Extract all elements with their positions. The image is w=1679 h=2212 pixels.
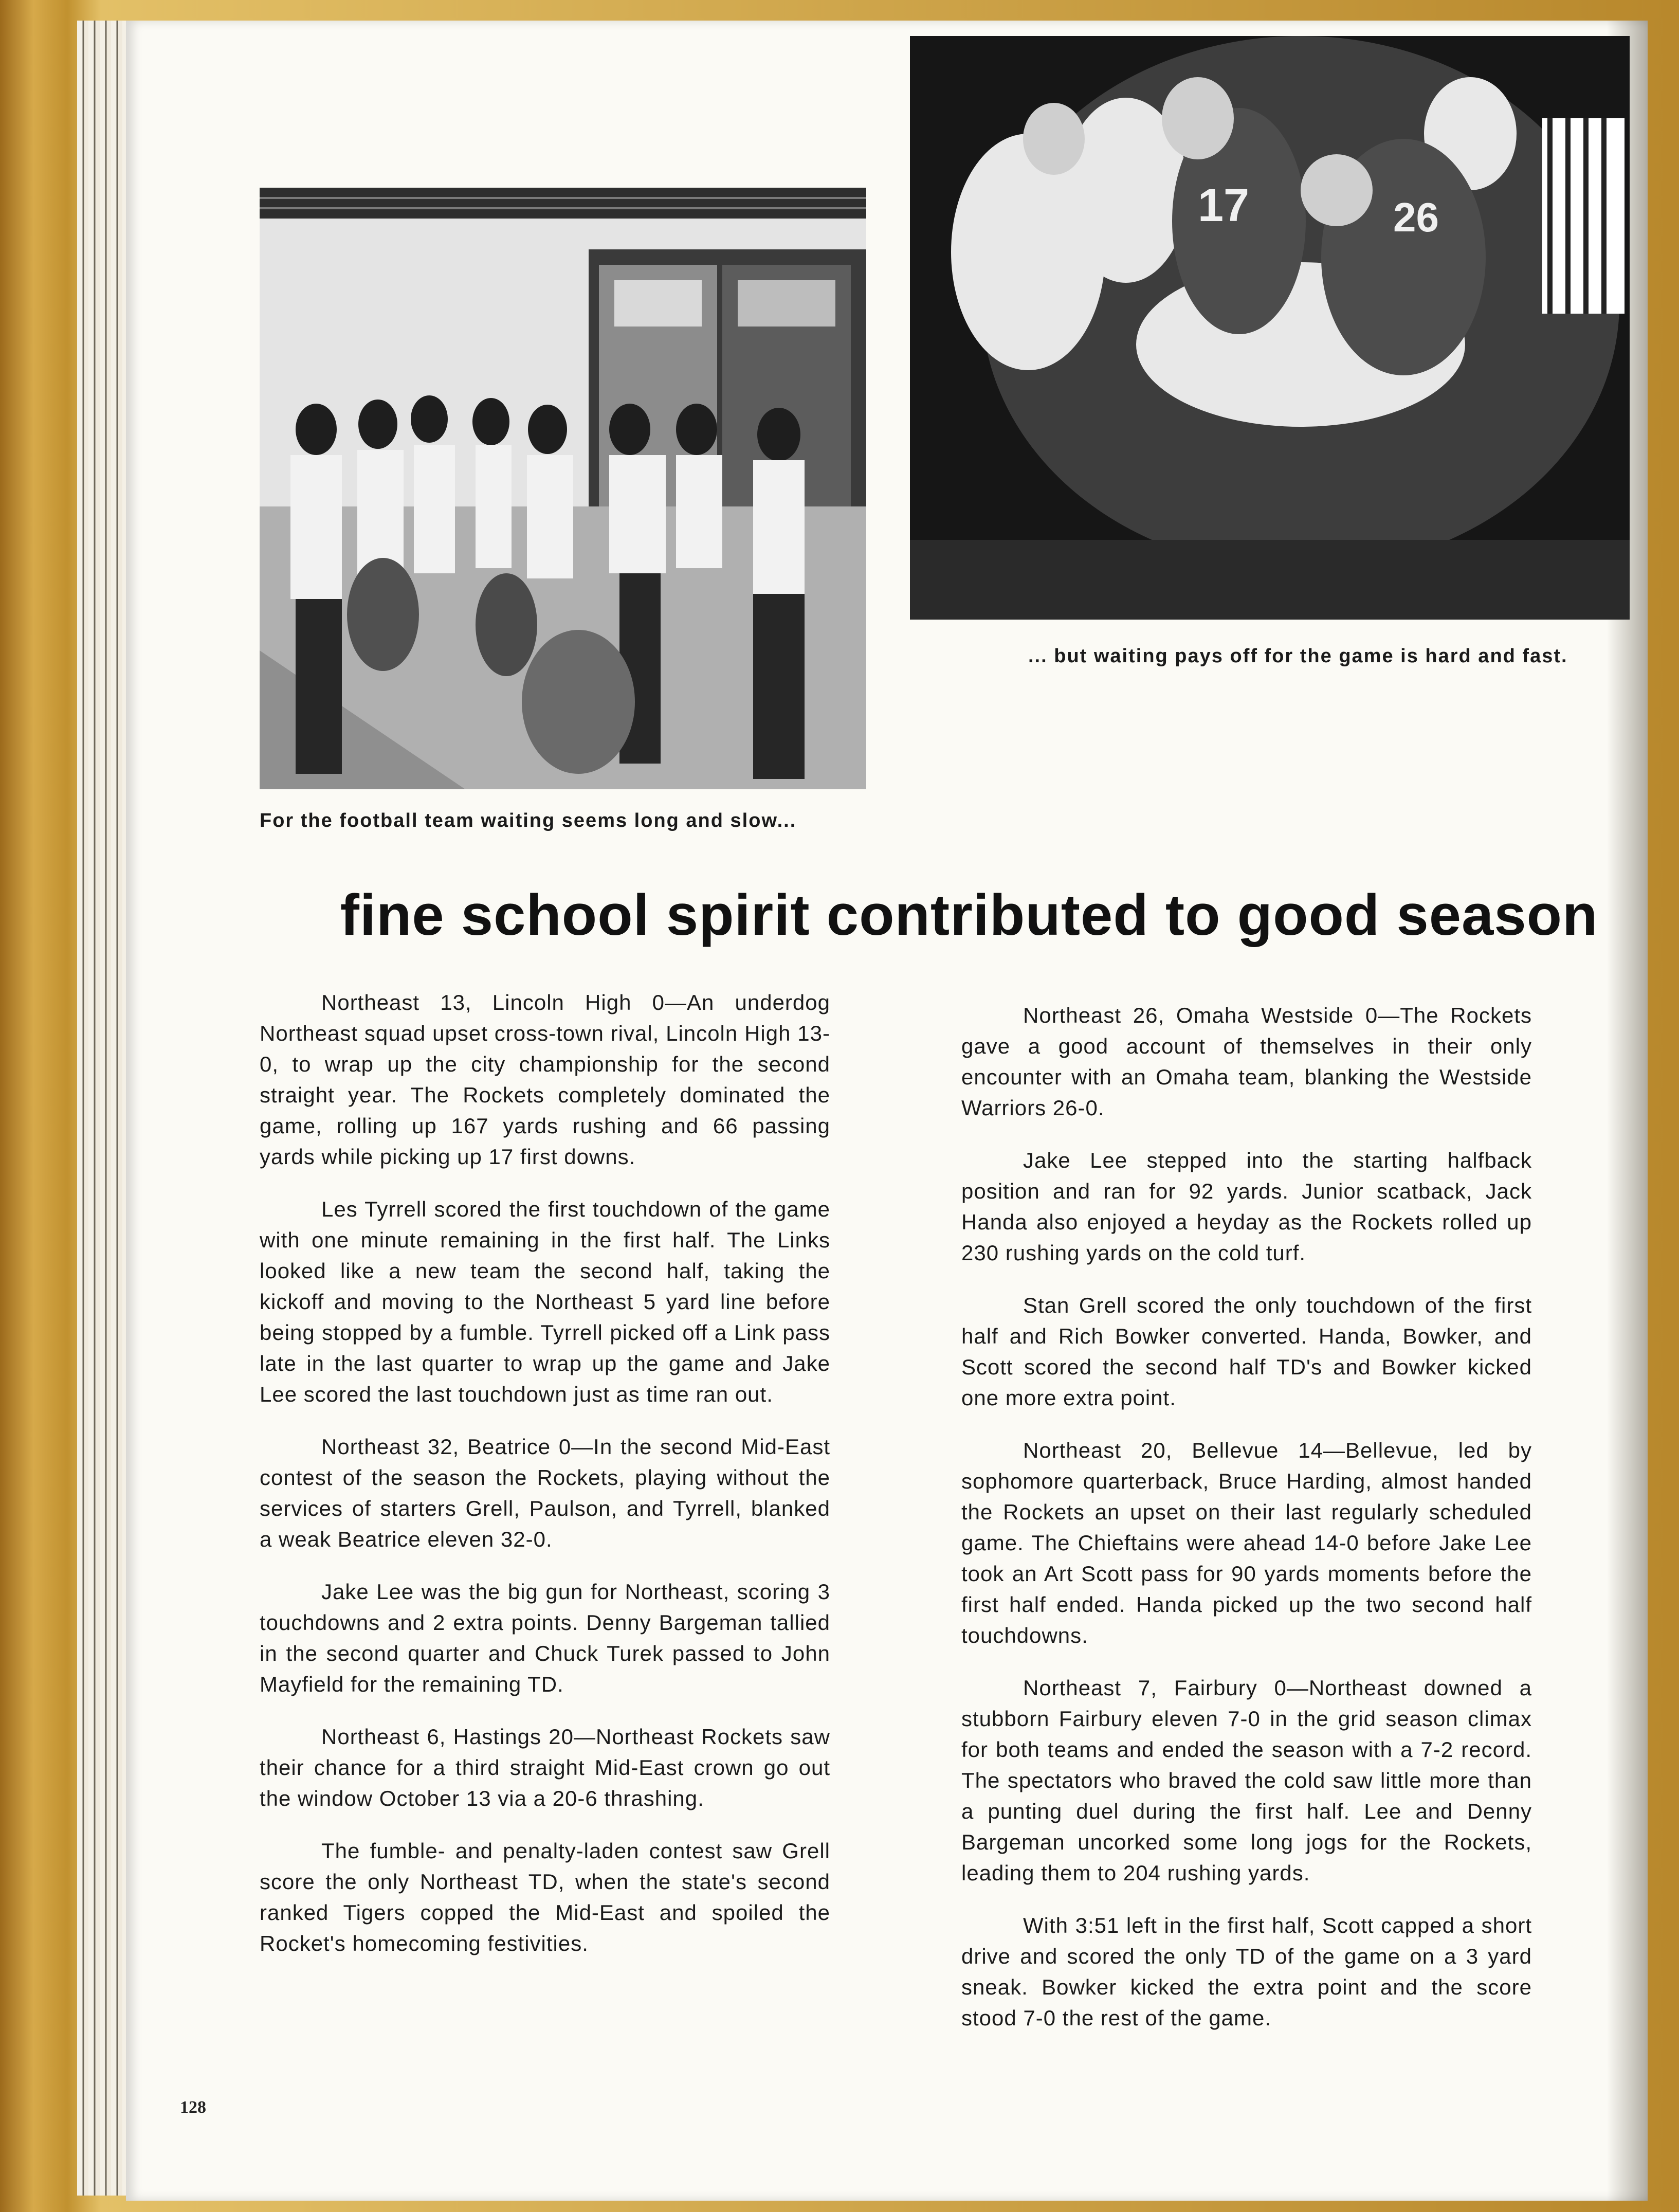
paragraph: Stan Grell scored the only touchdown of the first half and Rich Bowker converted. Handa, Bowker, and Scott scored the second half TD's and Bowker kicked one more extra point. [961, 1293, 1532, 1410]
jersey-number-17: 17 [1198, 180, 1250, 231]
team-photo-illustration [260, 188, 866, 789]
paragraph: Les Tyrrell scored the first touchdown of the game with one minute remaining in the first half. The Links looked like a new team the second half, taking the kickoff and moving to the Northeast 5 yard line before being stopped by a fumble. Tyrrell picked off a Link pass late in the last quarter to wrap up the game and Jake Lee scored the last touchdown just as time ran out. [260, 1197, 830, 1406]
paragraph: Northeast 20, Bellevue 14—Bellevue, led by sophomore quarterback, Bruce Harding, almost handed the Rockets an upset on their last regularly scheduled game. The Chieftains were ahead 14-0 before Jake Lee took an Art Scott pass for 90 yards moments before the first half ended. Handa picked up the two second half touchdowns. [961, 1438, 1532, 1647]
paragraph: Northeast 26, Omaha Westside 0—The Rockets gave a good account of themselves in their only encounter with an Omaha team, blanking the Westside Warriors 26-0. [961, 1003, 1532, 1120]
right-article-column [961, 1000, 1532, 2055]
paragraph: The fumble- and penalty-laden contest saw Grell score the only Northeast TD, when the state's second ranked Tigers copped the Mid-East and spoiled the Rocket's homecoming festivities. [260, 1839, 830, 1955]
page-headline: fine school spirit contributed to good season [340, 883, 1598, 947]
paragraph: Northeast 7, Fairbury 0—Northeast downed a stubborn Fairbury eleven 7-0 in the grid season climax for both teams and ended the season with a 7-2 record. The spectators who braved the cold saw little more than a punting duel during the first half. Lee and Denny Bargeman uncorked some long jogs for the Rockets, leading them to 204 rushing yards. [961, 1676, 1532, 1885]
paragraph: Jake Lee stepped into the starting halfback position and ran for 92 yards. Junior scatback, Jack Handa also enjoyed a heyday as the Rockets rolled up 230 rushing yards on the cold turf. [961, 1148, 1532, 1265]
paragraph: Jake Lee was the big gun for Northeast, scoring 3 touchdowns and 2 extra points. Denny Bargeman tallied in the second quarter and Chuck Turek passed to John Mayfield for the remaining TD. [260, 1580, 830, 1696]
team-waiting-photo [260, 188, 866, 789]
game-photo-illustration [910, 36, 1630, 620]
paragraph: Northeast 13, Lincoln High 0—An underdog Northeast squad upset cross-town rival, Lincoln High 13-0, to wrap up the city championship for the second straight year. The Rockets completely dominated the game, rolling up 167 yards rushing and 66 passing yards while picking up 17 first downs. [260, 990, 830, 1169]
paragraph: Northeast 6, Hastings 20—Northeast Rockets saw their chance for a third straight Mid-East crown go out the window October 13 via a 20-6 thrashing. [260, 1725, 830, 1810]
page-edges [77, 21, 129, 2196]
paragraph: With 3:51 left in the first half, Scott capped a short drive and scored the only TD of the game on a 3 yard sneak. Bowker kicked the extra point and the score stood 7-0 the rest of the game. [961, 1913, 1532, 2030]
game-photo-caption: ... but waiting pays off for the game is hard and fast. [1028, 645, 1568, 667]
page-number: 128 [180, 2098, 206, 2117]
jersey-number-26: 26 [1393, 194, 1439, 240]
yearbook-page [126, 21, 1648, 2201]
team-photo-caption: For the football team waiting seems long and slow... [260, 810, 797, 831]
paragraph: Northeast 32, Beatrice 0—In the second Mid-East contest of the season the Rockets, playing without the services of starters Grell, Paulson, and Tyrrell, blanked a weak Beatrice eleven 32-0. [260, 1435, 830, 1551]
game-action-photo [910, 36, 1630, 620]
left-article-column [260, 987, 830, 1981]
